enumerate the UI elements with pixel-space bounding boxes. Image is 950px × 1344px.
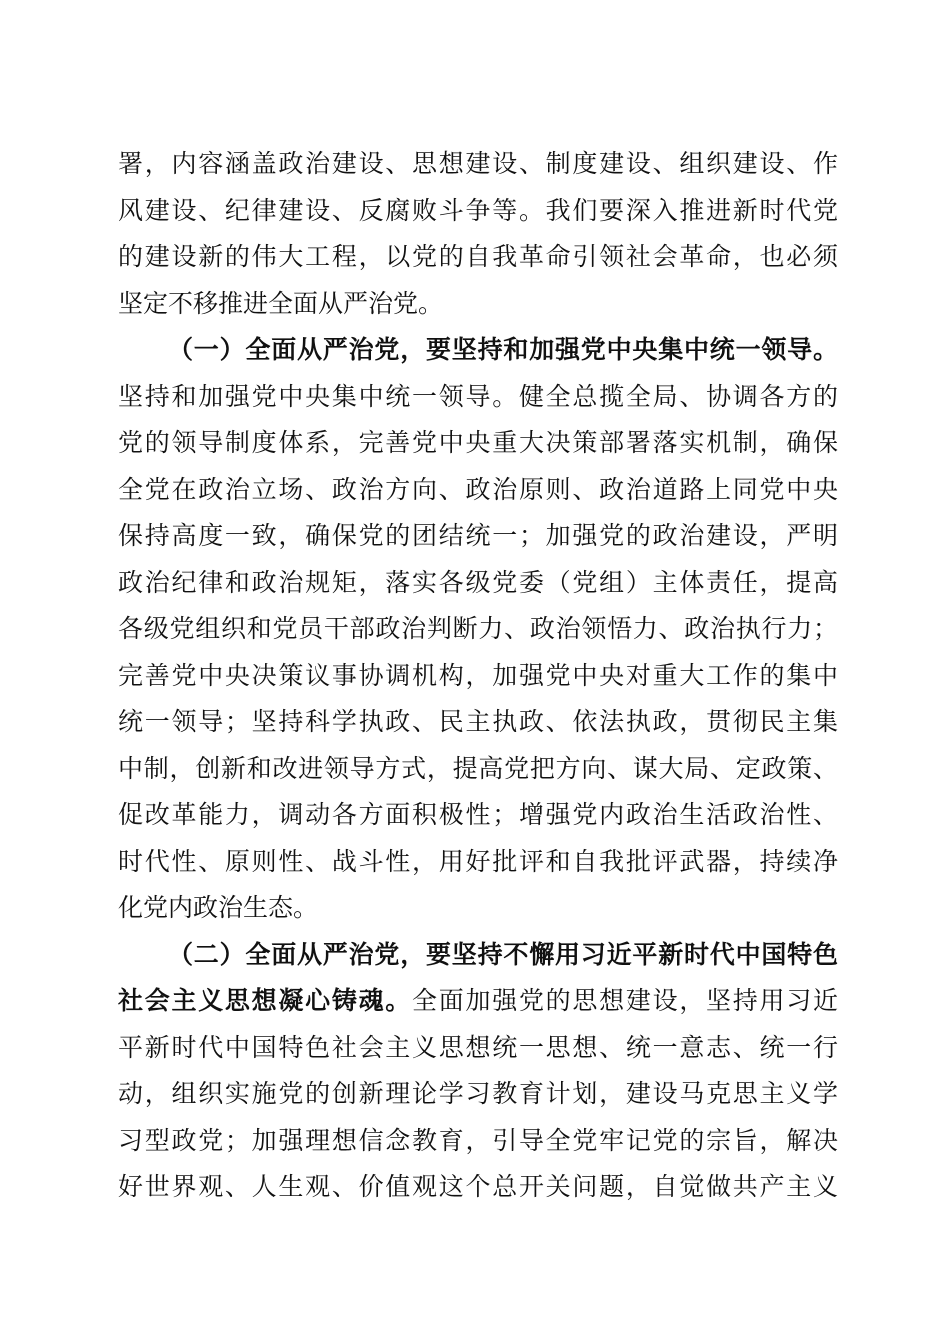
section-heading-1: （一）全面从严治党，要坚持和加强党中央集中统一领导。 [168,335,838,364]
text-line: 保持高度一致，确保党的团结统一；加强党的政治建设，严明 [118,521,838,550]
section-heading-2: （二）全面从严治党，要坚持不懈用习近平新时代中国特色 [168,939,838,969]
text-line: 化党内政治生态。 [118,893,319,922]
text-line: 风建设、纪律建设、反腐败斗争等。我们要深入推进新时代党 [118,195,838,225]
text-line: 的建设新的伟大工程，以党的自我革命引领社会革命，也必须 [118,242,838,271]
text-line: 党的领导制度体系，完善党中央重大决策部署落实机制，确保 [118,428,838,457]
text-line: 全党在政治立场、政治方向、政治原则、政治道路上同党中央 [118,474,838,504]
text-line: 时代性、原则性、战斗性，用好批评和自我批评武器，持续净 [118,846,838,876]
text-line: 坚定不移推进全面从严治党。 [118,288,444,318]
text-line: 坚持和加强党中央集中统一领导。健全总揽全局、协调各方的 [118,381,838,411]
text-line: 好世界观、人生观、价值观这个总开关问题，自觉做共产主义 [118,1172,838,1201]
text-line-mixed [118,978,838,1025]
text-line: 署，内容涵盖政治建设、思想建设、制度建设、组织建设、作 [118,149,838,178]
text-line: 动，组织实施党的创新理论学习教育计划，建设马克思主义学 [118,1079,838,1108]
text-line: 各级党组织和党员干部政治判断力、政治领悟力、政治执行力； [118,614,838,643]
text-line: 习型政党；加强理想信念教育，引导全党牢记党的宗旨，解决 [118,1125,838,1155]
section-heading-2-continued: 社会主义思想凝心铸魂。 [118,986,413,1015]
text-line: 中制，创新和改进领导方式，提高党把方向、谋大局、定政策、 [118,753,838,783]
document-body [118,141,838,1211]
text-line: 平新时代中国特色社会主义思想统一思想、统一意志、统一行 [118,1032,838,1062]
text-line: 政治纪律和政治规矩，落实各级党委（党组）主体责任，提高 [118,567,838,597]
text-line: 统一领导；坚持科学执政、民主执政、依法执政，贯彻民主集 [118,707,838,736]
text-line: 促改革能力，调动各方面积极性；增强党内政治生活政治性、 [118,800,838,829]
text-line: 完善党中央决策议事协调机构，加强党中央对重大工作的集中 [118,660,838,690]
paragraph-text: 全面加强党的思想建设，坚持用习近 [412,986,838,1015]
